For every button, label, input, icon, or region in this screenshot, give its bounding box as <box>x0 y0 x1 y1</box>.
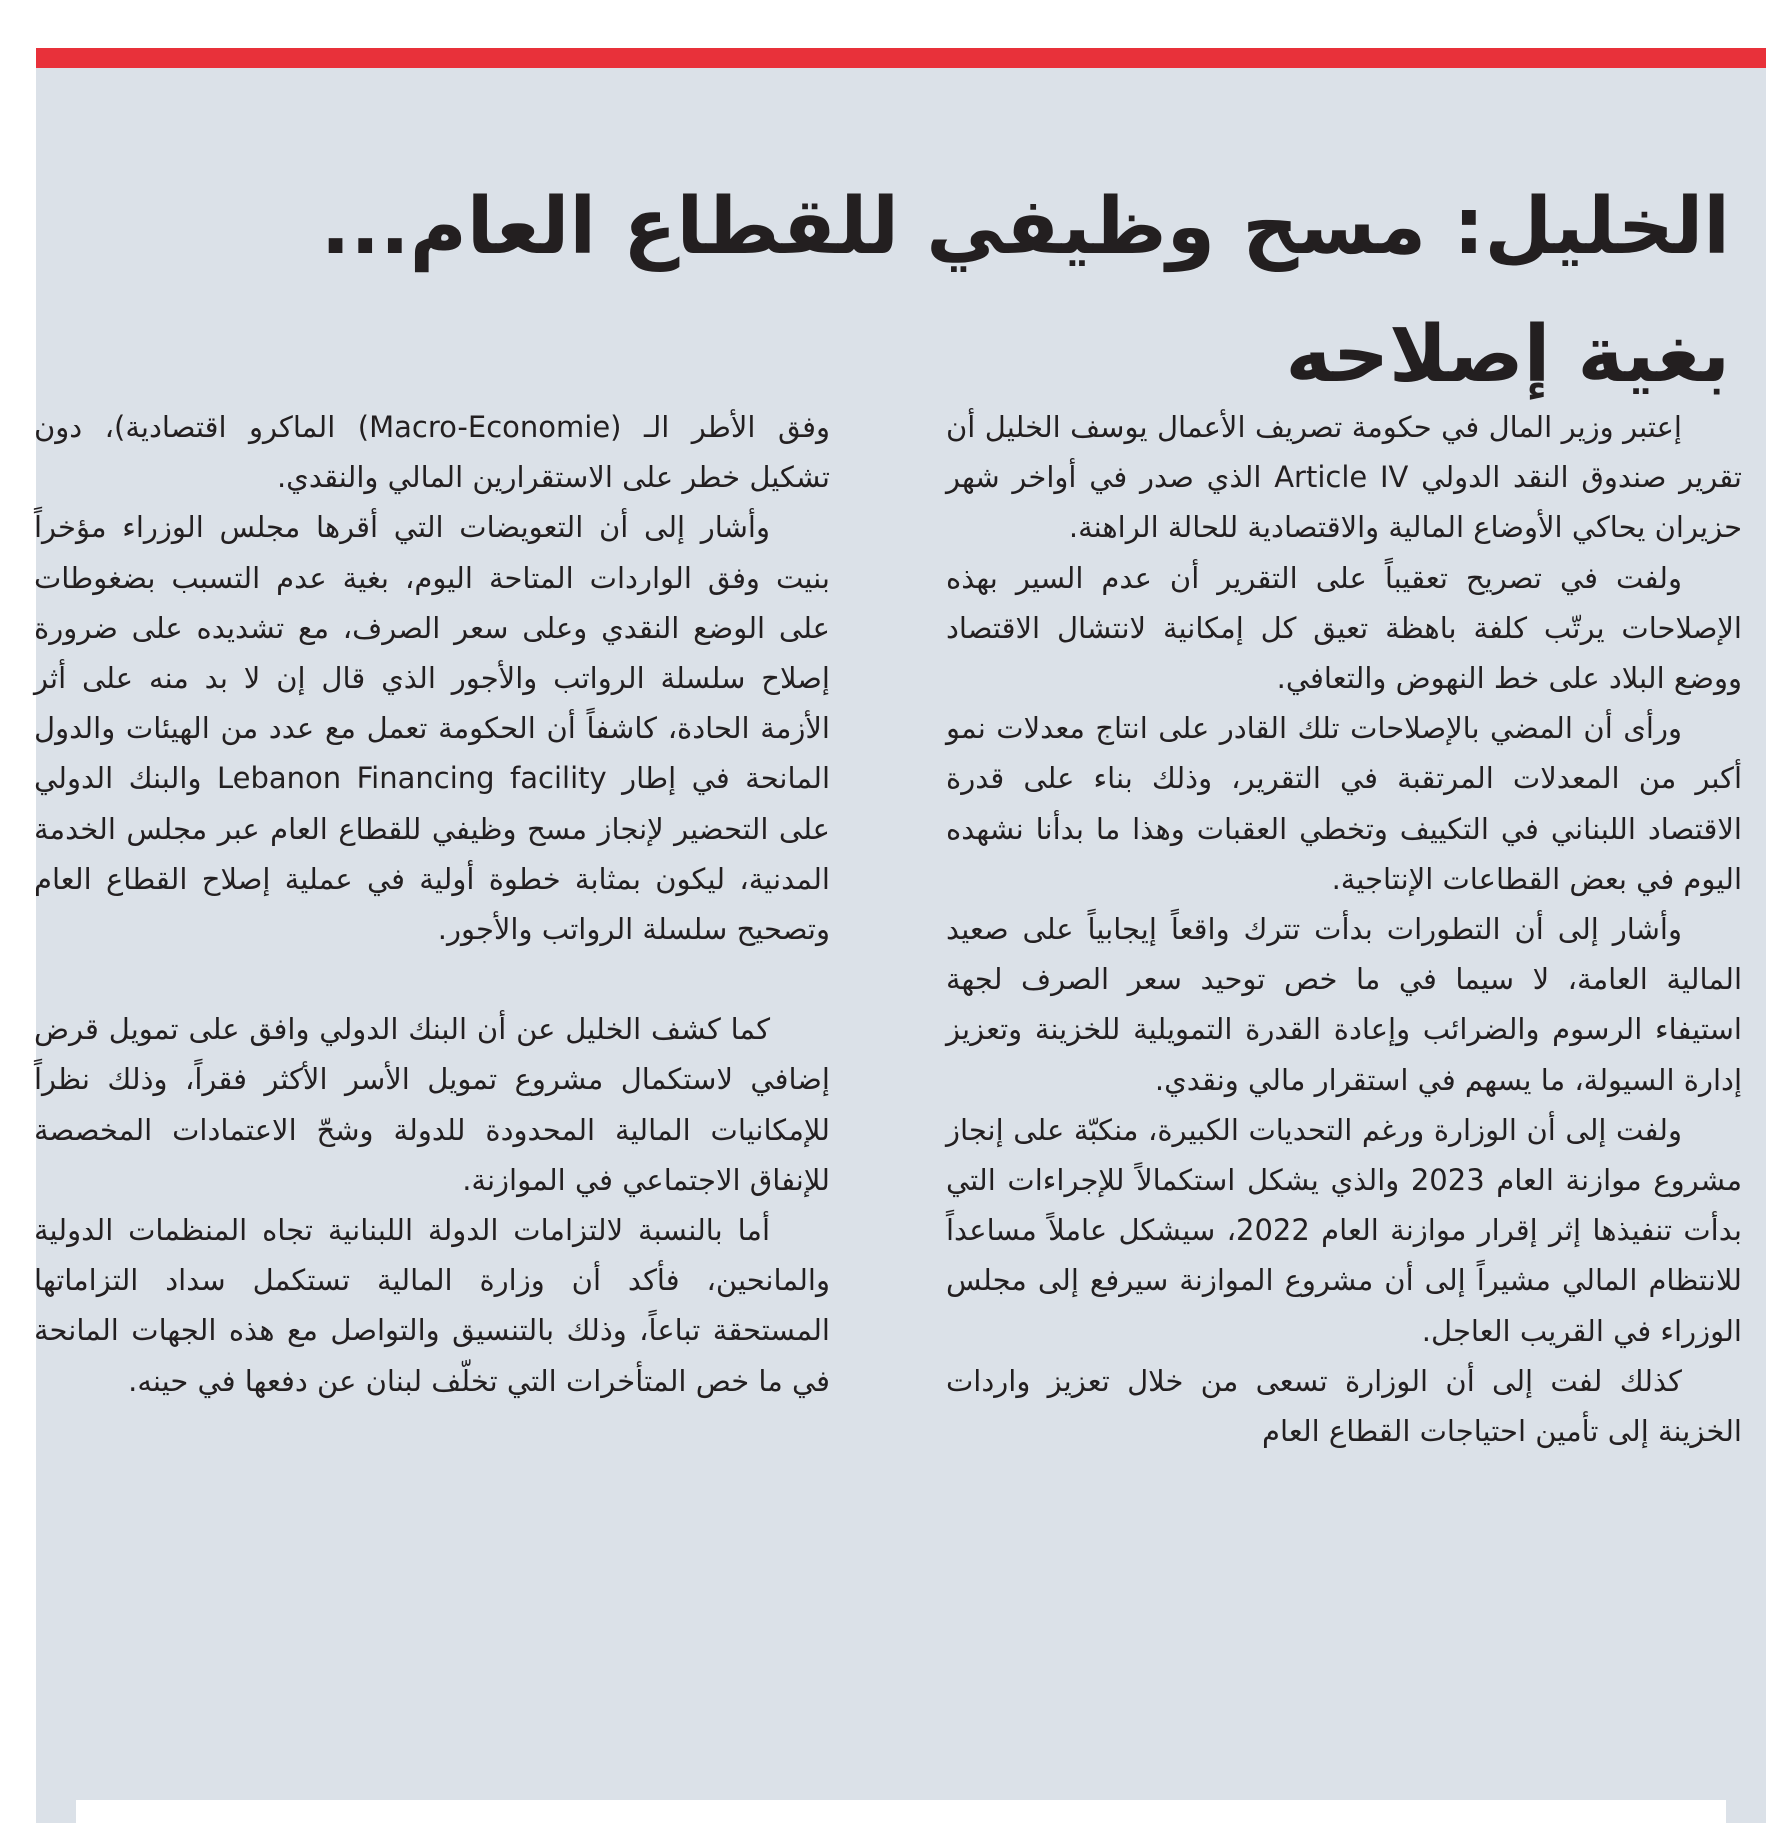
paragraph: ورأى أن المضي بالإصلاحات تلك القادر على انتاج معدلات نمو أكبر من المعدلات المرتقبة في التقرير، وذلك بناء على قدرة الاقتصاد اللبناني في التكييف وتخطي العقبات وهذا ما بدأنا نشهده اليوم في بعض القطاعات الإنتاجية. <box>946 711 1742 896</box>
bottom-box <box>76 1800 1726 1823</box>
paragraph: كما كشف الخليل عن أن البنك الدولي وافق على تمويل قرض إضافي لاستكمال مشروع تمويل الأسر الأكثر فقراً، وذلك نظراً للإمكانيات المالية المحدودة للدولة وشحّ الاعتمادات المخصصة للإنفاق الاجتماعي في الموازنة. <box>34 1012 830 1197</box>
paragraph: وأشار إلى أن التطورات بدأت تترك واقعاً إيجابياً على صعيد المالية العامة، لا سيما في ما خص توحيد سعر الصرف لجهة استيفاء الرسوم والضرائب وإعادة القدرة التمويلية للخزينة وتعزيز إدارة السيولة، ما يسهم في استقرار مالي ونقدي. <box>946 912 1742 1097</box>
paragraph: كذلك لفت إلى أن الوزارة تسعى من خلال تعزيز واردات الخزينة إلى تأمين احتياجات القطاع العام <box>946 1363 1742 1449</box>
paragraph: ولفت في تصريح تعقيباً على التقرير أن عدم السير بهذه الإصلاحات يرتّب كلفة باهظة تعيق كل إمكانية لانتشال الاقتصاد ووضع البلاد على خط النهوض والتعافي. <box>946 560 1742 696</box>
headline-line-1: الخليل: مسح وظيفي للقطاع العام... <box>320 182 1730 272</box>
paragraph: وأشار إلى أن التعويضات التي أقرها مجلس الوزراء مؤخراً بنيت وفق الواردات المتاحة اليوم، بغية عدم التسبب بضغوطات على الوضع النقدي وعلى سعر الصرف، مع تشديده على ضرورة إصلاح سلسلة الرواتب والأجور الذي قال إن لا بد منه على أثر الأزمة الحادة، كاشفاً أن الحكومة تعمل مع عدد من الهيئات والدول المانحة في إطار Lebanon Financing facility والبنك الدولي على التحضير لإنجاز مسح وظيفي للقطاع العام عبر مجلس الخدمة المدنية، ليكون بمثابة خطوة أولية في عملية إصلاح القطاع العام وتصحيح سلسلة الرواتب والأجور. <box>34 510 830 947</box>
article-column-left <box>34 402 830 1406</box>
article-headline <box>130 163 1730 419</box>
paragraph: ولفت إلى أن الوزارة ورغم التحديات الكبيرة، منكبّة على إنجاز مشروع موازنة العام 2023 والذي يشكل استكمالاً للإجراءات التي بدأت تنفيذها إثر إقرار موازنة العام 2022، سيشكل عاملاً مساعداً للانتظام المالي مشيراً إلى أن مشروع الموازنة سيرفع إلى مجلس الوزراء في القريب العاجل. <box>946 1112 1742 1348</box>
paragraph: أما بالنسبة لالتزامات الدولة اللبنانية تجاه المنظمات الدولية والمانحين، فأكد أن وزارة المالية تستكمل سداد التزاماتها المستحقة تباعاً، وذلك بالتنسيق والتواصل مع هذه الجهات المانحة في ما خص المتأخرات التي تخلّف لبنان عن دفعها في حينه. <box>34 1213 830 1398</box>
paragraph: وفق الأطر الـ (Macro-Economie) الماكرو اقتصادية)، دون تشكيل خطر على الاستقرارين المالي والنقدي. <box>34 410 831 495</box>
article-column-right <box>946 402 1742 1456</box>
headline-line-2: بغية إصلاحه <box>1285 310 1730 400</box>
paragraph: إعتبر وزير المال في حكومة تصريف الأعمال يوسف الخليل أن تقرير صندوق النقد الدولي Article IV الذي صدر في أواخر شهر حزيران يحاكي الأوضاع المالية والاقتصادية للحالة الراهنة. <box>946 410 1742 545</box>
